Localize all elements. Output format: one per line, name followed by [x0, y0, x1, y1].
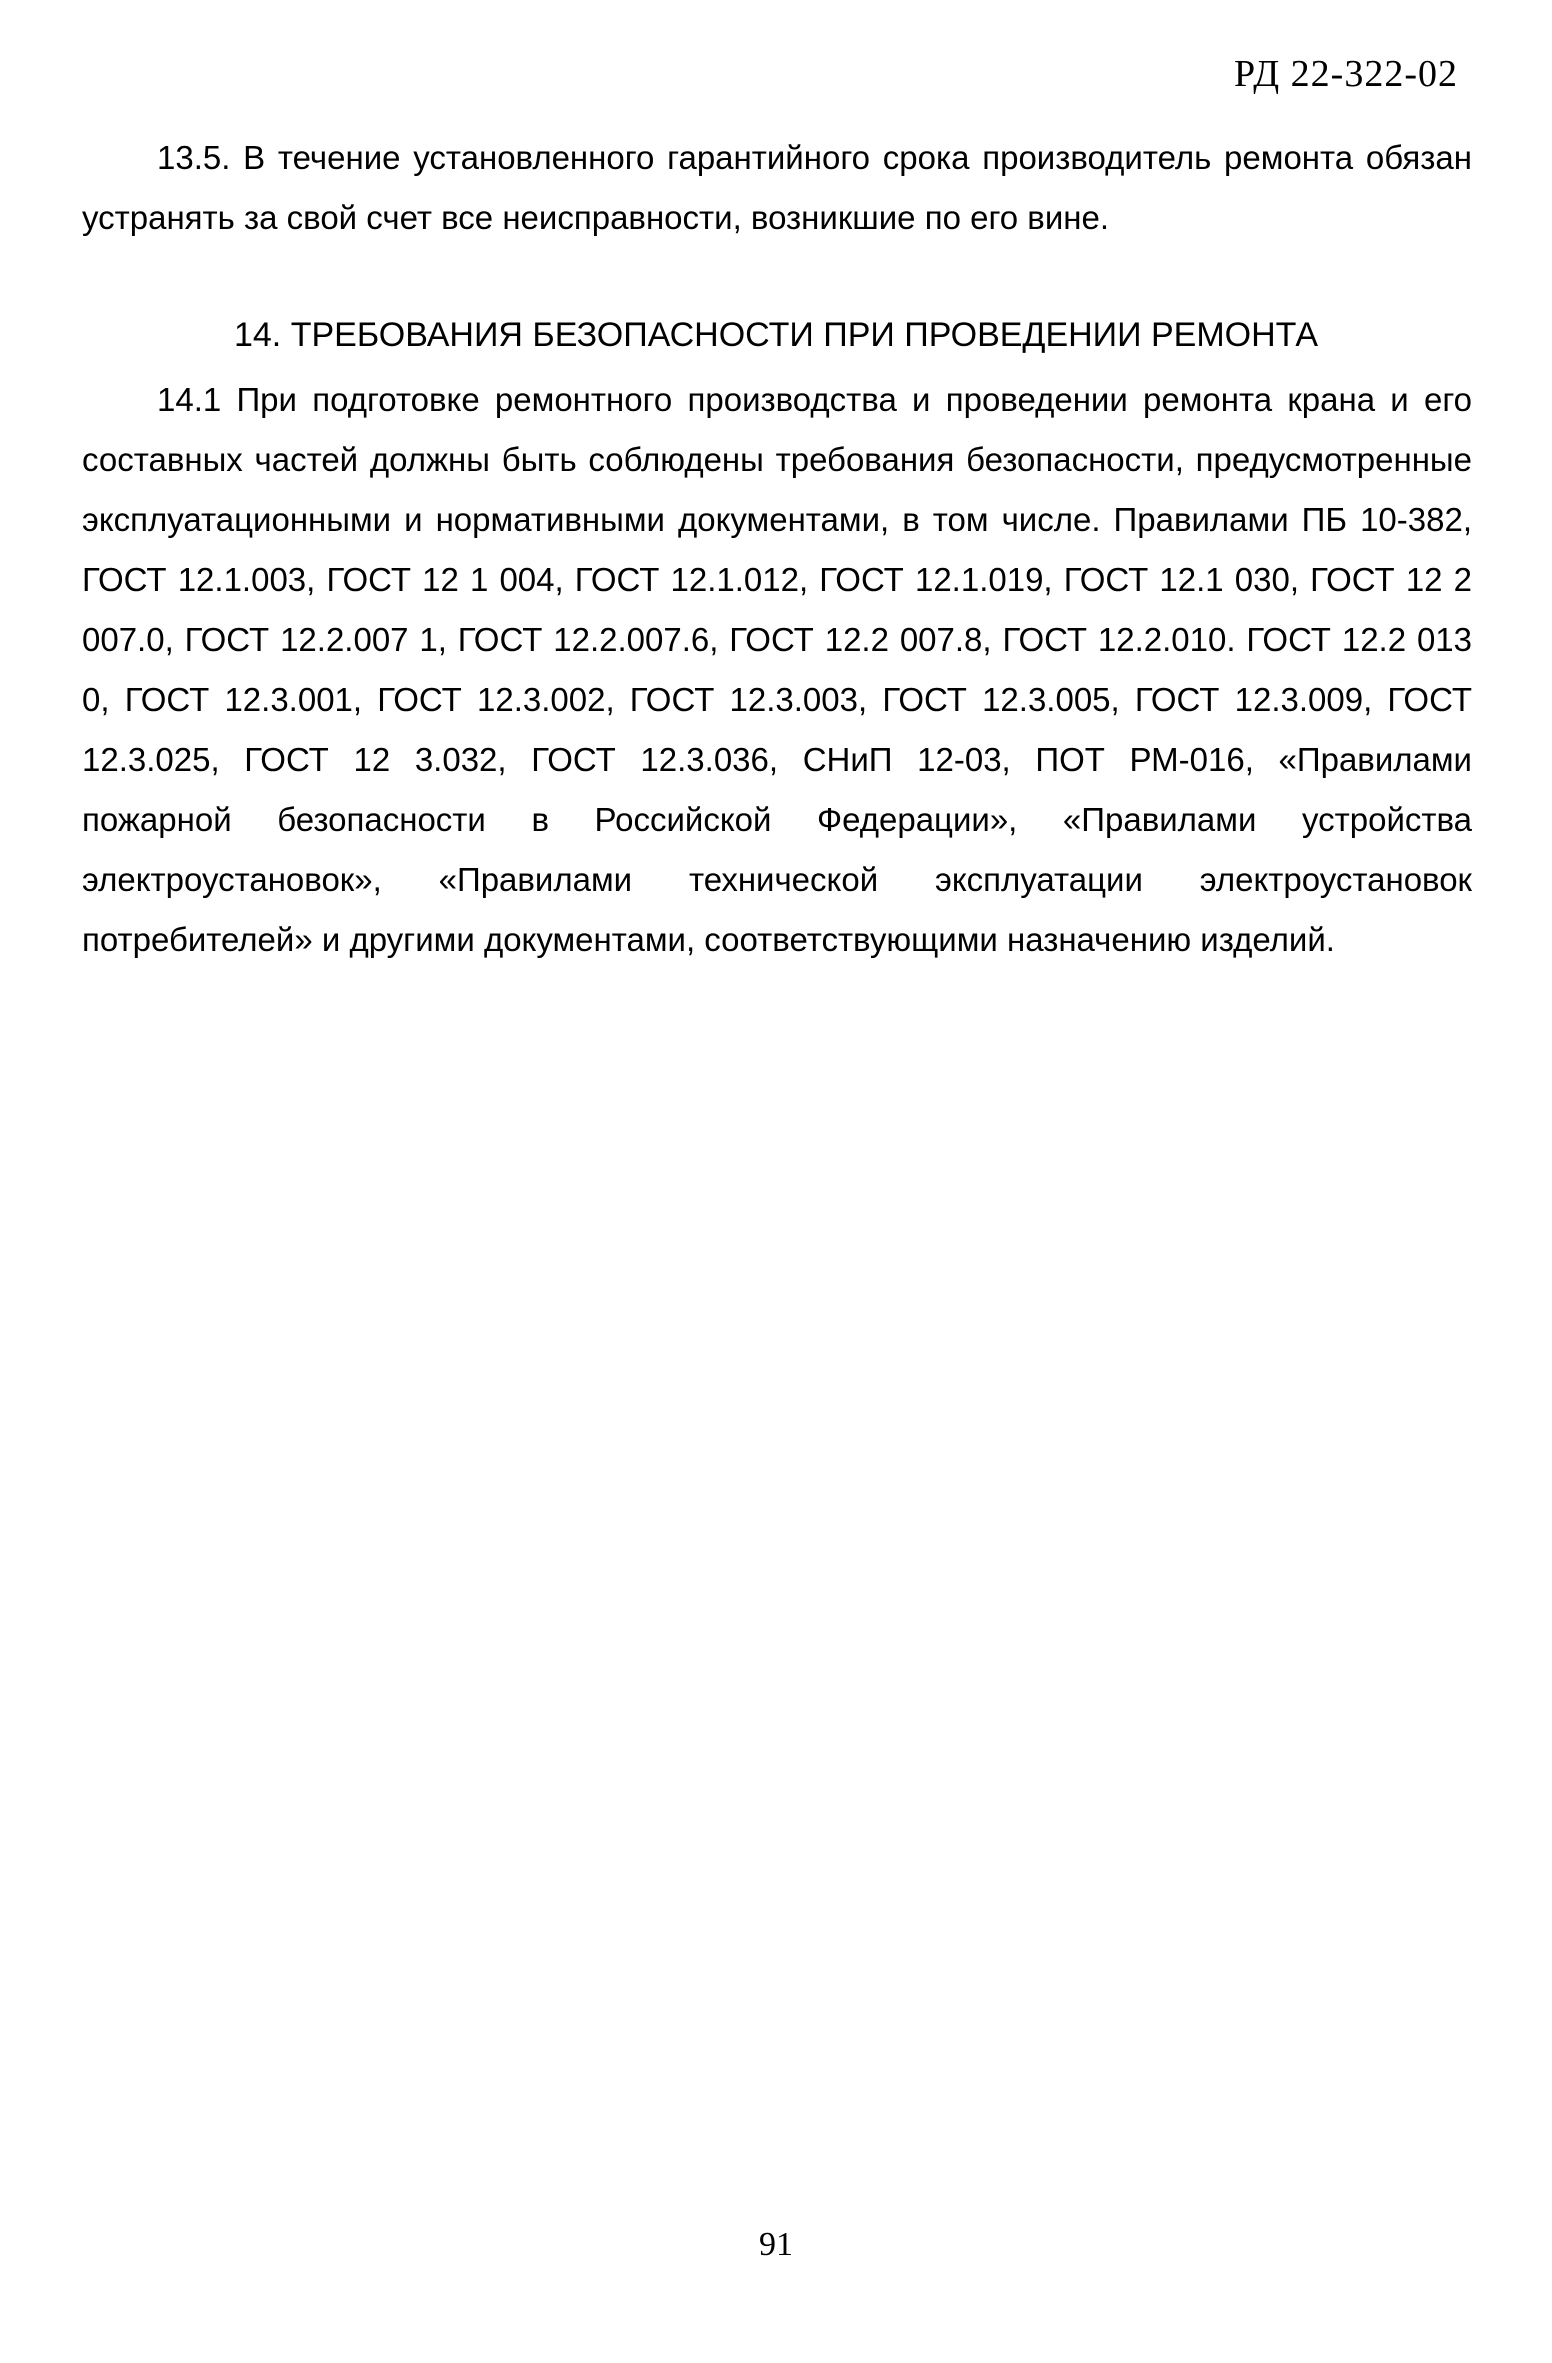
clause-13-5-text: 13.5. В течение установленного гарантийного срока производитель ремонта обязан устранять за свой счет все неисправности, возникшие по его вине.: [82, 139, 1472, 236]
clause-14-1: [82, 370, 1472, 970]
document-code: РД 22-322-02: [1233, 53, 1458, 95]
section-14-heading: 14. ТРЕБОВАНИЯ БЕЗОПАСНОСТИ ПРИ ПРОВЕДЕНИИ РЕМОНТА: [233, 316, 1318, 354]
page-number: 91: [759, 2226, 793, 2263]
clause-13-5: [82, 128, 1472, 248]
clause-14-1-text: 14.1 При подготовке ремонтного производства и проведении ремонта крана и его составных частей должны быть соблюдены требования безопасности, предусмотренные эксплуатационными и нормативными документами, в том числе. Правилами ПБ 10-382, ГОСТ 12.1.003, ГОСТ 12 1 004, ГОСТ 12.1.012, ГОСТ 12.1.019, ГОСТ 12.1 030, ГОСТ 12 2 007.0, ГОСТ 12.2.007 1, ГОСТ 12.2.007.6, ГОСТ 12.2 007.8, ГОСТ 12.2.010. ГОСТ 12.2 013 0, ГОСТ 12.3.001, ГОСТ 12.3.002, ГОСТ 12.3.003, ГОСТ 12.3.005, ГОСТ 12.3.009, ГОСТ 12.3.025, ГОСТ 12 3.032, ГОСТ 12.3.036, СНиП 12-03, ПОТ РМ-016, «Правилами пожарной безопасности в Российской Федерации», «Правилами устройства электроустановок», «Правилами технической эксплуатации электроустановок потребителей» и другими документами, соответствующими назначению изделий.: [82, 381, 1472, 958]
